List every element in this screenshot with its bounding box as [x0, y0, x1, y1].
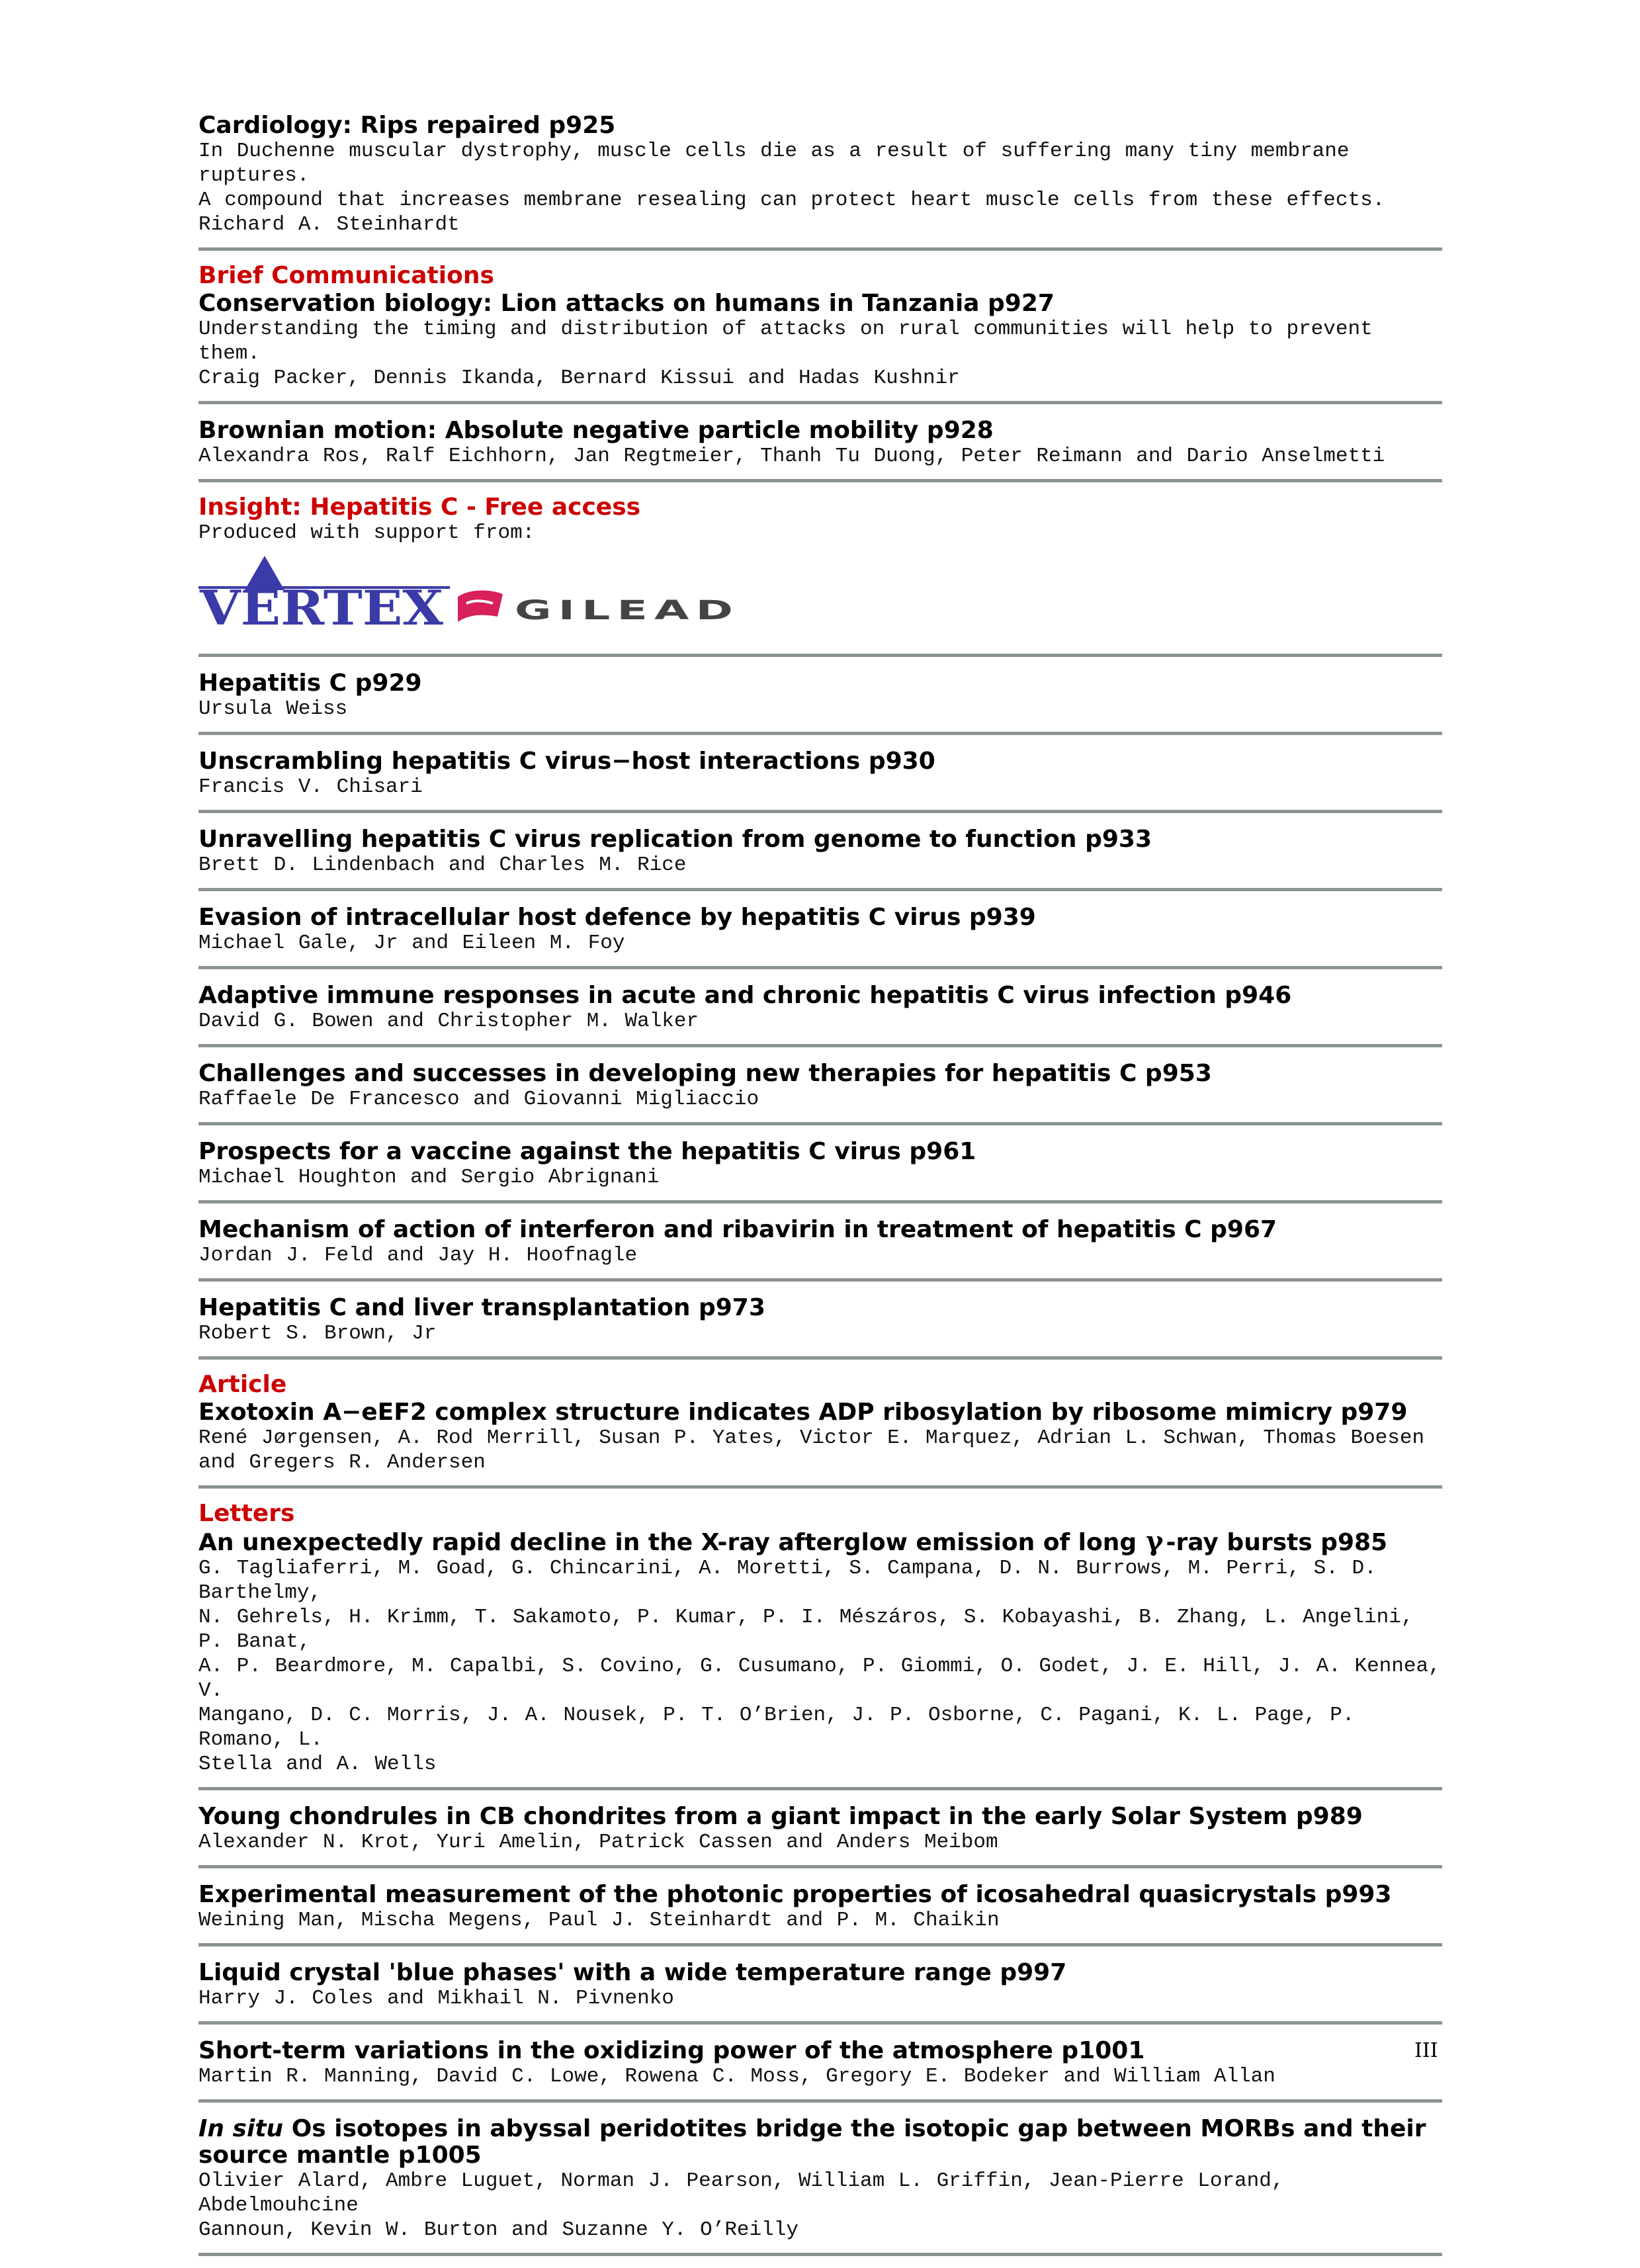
entry-authors: René Jørgensen, A. Rod Merrill, Susan P. Yates, Victor E. Marquez, Adrian L. Schwan, Thomas Boesen — [198, 1426, 1425, 1450]
toc-entry — [198, 1137, 1442, 1190]
divider — [198, 1943, 1442, 1946]
page-number: III — [1414, 2039, 1438, 2062]
entry-authors: Harry J. Coles and Mikhail N. Pivnenko — [198, 1987, 674, 2010]
divider — [198, 1787, 1442, 1790]
divider — [198, 732, 1442, 735]
divider — [198, 1044, 1442, 1047]
divider — [198, 2099, 1442, 2103]
entry-authors: Alexandra Ros, Ralf Eichhorn, Jan Regtmeier, Thanh Tu Duong, Peter Reimann and Dario Anselmetti — [198, 445, 1385, 468]
toc-entry-exotoxin — [198, 1398, 1442, 1475]
divider — [198, 654, 1442, 657]
toc-entry — [198, 747, 1442, 799]
entry-title[interactable] — [198, 1528, 1442, 1556]
entry-title[interactable]: Mechanism of action of interferon and ribavirin in treatment of hepatitis C p967 — [198, 1216, 1277, 1243]
divider — [198, 1200, 1442, 1203]
toc-entry — [198, 981, 1442, 1033]
toc-entry — [198, 1958, 1442, 2011]
entry-authors: and Gregers R. Andersen — [198, 1451, 486, 1474]
entry-authors: Michael Gale, Jr and Eileen M. Foy — [198, 932, 625, 955]
vertex-logo[interactable] — [198, 556, 450, 636]
toc-entry — [198, 2036, 1442, 2089]
entry-title-part: -ray bursts p985 — [1166, 1529, 1388, 1556]
section-heading-letters: Letters — [198, 1500, 295, 1527]
divider — [198, 810, 1442, 813]
entry-authors: G. Tagliaferri, M. Goad, G. Chincarini, A. Moretti, S. Campana, D. N. Burrows, M. Perri, S. D. Barthelmy, — [198, 1557, 1377, 1604]
toc-page — [198, 111, 1442, 2268]
divider — [198, 1865, 1442, 1868]
section-heading-article: Article — [198, 1371, 287, 1398]
toc-entry — [198, 1880, 1442, 1933]
entry-title[interactable]: Evasion of intracellular host defence by hepatitis C virus p939 — [198, 904, 1036, 931]
entry-authors: Weining Man, Mischa Megens, Paul J. Steinhardt and P. M. Chaikin — [198, 1909, 1000, 1932]
entry-title[interactable]: Hepatitis C p929 — [198, 670, 422, 697]
entry-authors: David G. Bowen and Christopher M. Walker — [198, 1010, 699, 1033]
toc-entry — [198, 669, 1442, 721]
entry-authors: Martin R. Manning, David C. Lowe, Rowena C. Moss, Gregory E. Bodeker and William Allan — [198, 2065, 1275, 2088]
toc-entry — [198, 1802, 1442, 1854]
entry-title[interactable]: Adaptive immune responses in acute and chronic hepatitis C virus infection p946 — [198, 982, 1292, 1009]
sponsor-logos-svg — [198, 550, 794, 643]
entry-description: In Duchenne muscular dystrophy, muscle cells die as a result of suffering many tiny membrane ruptures. — [198, 140, 1350, 187]
entry-title-italic: In situ — [198, 2115, 284, 2142]
divider — [198, 247, 1442, 251]
entry-title[interactable] — [198, 2116, 1442, 2142]
entry-authors: Raffaele De Francesco and Giovanni Migliaccio — [198, 1088, 759, 1111]
entry-title[interactable]: Unravelling hepatitis C virus replication from genome to function p933 — [198, 826, 1152, 853]
divider — [198, 1485, 1442, 1489]
entry-title[interactable]: Cardiology: Rips repaired p925 — [198, 112, 616, 139]
sponsor-logos — [198, 550, 1442, 643]
divider — [198, 479, 1442, 482]
toc-entry — [198, 903, 1442, 955]
entry-authors: Michael Houghton and Sergio Abrignani — [198, 1166, 660, 1189]
divider — [198, 1122, 1442, 1125]
toc-entry-lion-attacks — [198, 289, 1442, 390]
entry-title[interactable]: Hepatitis C and liver transplantation p973 — [198, 1294, 765, 1321]
toc-entry-brownian-motion — [198, 416, 1442, 468]
entry-title[interactable]: Liquid crystal 'blue phases' with a wide temperature range p997 — [198, 1959, 1067, 1986]
entry-title-part: An unexpectedly rapid decline in the X-ray afterglow emission of long — [198, 1529, 1137, 1556]
toc-entry-cardiology — [198, 111, 1442, 237]
gilead-flag-icon — [458, 590, 503, 622]
entry-authors: Robert S. Brown, Jr — [198, 1322, 437, 1345]
entry-authors: Richard A. Steinhardt — [198, 213, 460, 236]
toc-entry — [198, 1293, 1442, 1346]
toc-entry-os-isotopes — [198, 2115, 1442, 2242]
entry-authors: Craig Packer, Dennis Ikanda, Bernard Kissui and Hadas Kushnir — [198, 367, 960, 390]
entry-title[interactable]: Short-term variations in the oxidizing power of the atmosphere p1001 — [198, 2037, 1145, 2064]
toc-entry — [198, 1059, 1442, 1112]
divider — [198, 1356, 1442, 1360]
entry-authors: Jordan J. Feld and Jay H. Hoofnagle — [198, 1244, 638, 1267]
gilead-logo[interactable] — [458, 590, 740, 626]
divider — [198, 401, 1442, 404]
divider — [198, 1278, 1442, 1282]
entry-title[interactable]: Young chondrules in CB chondrites from a giant impact in the early Solar System p989 — [198, 1803, 1363, 1830]
entry-description: A compound that increases membrane resealing can protect heart muscle cells from these effects. — [198, 189, 1385, 212]
gamma-symbol: γ — [1146, 1526, 1164, 1557]
entry-authors: Alexander N. Krot, Yuri Amelin, Patrick Cassen and Anders Meibom — [198, 1831, 998, 1854]
entry-title[interactable]: Exotoxin A−eEF2 complex structure indicates ADP ribosylation by ribosome mimicry p979 — [198, 1399, 1408, 1426]
divider — [198, 2021, 1442, 2025]
entry-authors: Ursula Weiss — [198, 697, 348, 720]
entry-authors: Olivier Alard, Ambre Luguet, Norman J. Pearson, William L. Griffin, Jean-Pierre Lorand, Abdelmouhcine — [198, 2169, 1284, 2217]
entry-authors: Brett D. Lindenbach and Charles M. Rice — [198, 853, 687, 877]
entry-description: Understanding the timing and distribution of attacks on rural communities will help to prevent them. — [198, 318, 1373, 365]
gilead-logo-text: GILEAD — [515, 595, 740, 626]
toc-entry — [198, 825, 1442, 877]
entry-title[interactable]: Challenges and successes in developing new therapies for hepatitis C p953 — [198, 1060, 1212, 1087]
entry-title[interactable]: Unscrambling hepatitis C virus−host interactions p930 — [198, 748, 935, 775]
toc-entry — [198, 1215, 1442, 1268]
sponsor-note: Produced with support from: — [198, 521, 535, 545]
entry-title-continued[interactable]: source mantle p1005 — [198, 2142, 482, 2169]
entry-authors: A. P. Beardmore, M. Capalbi, S. Covino, G. Cusumano, P. Giommi, O. Godet, J. E. Hill, J. A. Kennea, V. — [198, 1655, 1441, 1702]
entry-title[interactable]: Conservation biology: Lion attacks on humans in Tanzania p927 — [198, 290, 1055, 317]
entry-authors: Stella and A. Wells — [198, 1753, 437, 1776]
divider — [198, 888, 1442, 891]
entry-title-part: Os isotopes in abyssal peridotites bridge the isotopic gap between MORBs and their — [283, 2115, 1426, 2142]
entry-authors: Francis V. Chisari — [198, 775, 423, 799]
entry-title[interactable]: Experimental measurement of the photonic properties of icosahedral quasicrystals p993 — [198, 1881, 1392, 1908]
section-heading-insight[interactable]: Insight: Hepatitis C - Free access — [198, 494, 641, 521]
toc-entry-grb-afterglow — [198, 1527, 1442, 1776]
entry-authors: Gannoun, Kevin W. Burton and Suzanne Y. O’Reilly — [198, 2218, 798, 2242]
divider — [198, 966, 1442, 969]
insight-entry-list — [198, 669, 1442, 1360]
entry-title[interactable]: Prospects for a vaccine against the hepatitis C virus p961 — [198, 1138, 976, 1165]
section-heading-brief-communications: Brief Communications — [198, 262, 494, 289]
entry-authors: N. Gehrels, H. Krimm, T. Sakamoto, P. Kumar, P. I. Mészáros, S. Kobayashi, B. Zhang, L. Angelini, P. Banat, — [198, 1606, 1414, 1653]
divider — [198, 2253, 1442, 2256]
entry-title[interactable]: Brownian motion: Absolute negative particle mobility p928 — [198, 417, 994, 444]
entry-authors: Mangano, D. C. Morris, J. A. Nousek, P. T. O’Brien, J. P. Osborne, C. Pagani, K. L. Page, P. Romano, L. — [198, 1704, 1355, 1751]
vertex-logo-text: VERTEX — [198, 580, 444, 636]
